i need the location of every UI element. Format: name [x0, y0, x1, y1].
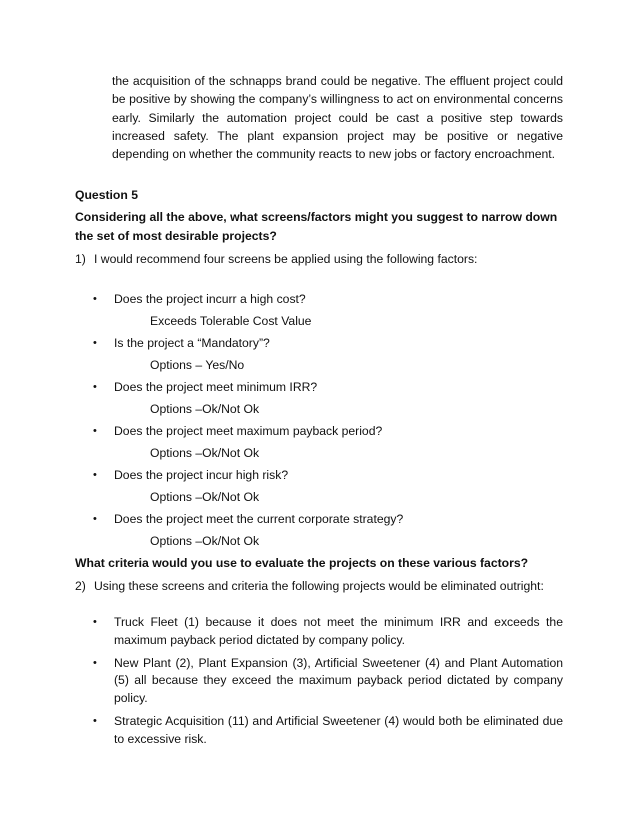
- list-item: [90, 334, 570, 356]
- screen-option: Options –Ok/Not Ok: [150, 490, 260, 504]
- bullet-icon: •: [93, 469, 97, 481]
- screen-question: Is the project a “Mandatory”?: [114, 336, 270, 350]
- list-item: [90, 655, 563, 708]
- answer-2: [75, 579, 544, 593]
- criteria-heading: What criteria would you use to evaluate the projects on these various factors?: [75, 556, 529, 570]
- eliminated-item-text: Truck Fleet (1) because it does not meet the minimum IRR and exceeds the maximum payback period dictated by company policy.: [114, 615, 563, 647]
- bullet-icon: •: [93, 381, 97, 393]
- intro-paragraph: the acquisition of the schnapps brand could be negative. The effluent project could be positive by showing the company’s willingness to act on environmental concerns early. Similarly the automation project could be cast a positive step towards increased safety. The plant expansion project may be positive or negative depending on whether the community reacts to new jobs or factory encroachment.: [112, 74, 563, 162]
- screen-option: Options –Ok/Not Ok: [150, 534, 260, 548]
- screen-option: Options –Ok/Not Ok: [150, 446, 260, 460]
- bullet-icon: •: [93, 513, 97, 525]
- question-label: Question 5: [75, 188, 138, 202]
- list-item-detail: [90, 444, 570, 466]
- eliminated-list: [90, 614, 563, 754]
- list-item: [90, 510, 570, 532]
- eliminated-item-text: Strategic Acquisition (11) and Artificial Sweetener (4) would both be eliminated due to excessive risk.: [114, 713, 563, 746]
- list-item-detail: [90, 400, 570, 422]
- answer-1-number: 1): [75, 252, 86, 266]
- list-item-detail: [90, 356, 570, 378]
- answer-1: [75, 252, 477, 266]
- screen-option: Options – Yes/No: [150, 358, 245, 372]
- screens-list: [90, 290, 570, 554]
- list-item: [90, 713, 563, 749]
- list-item: [90, 290, 570, 312]
- bullet-icon: •: [93, 656, 97, 669]
- bullet-icon: •: [93, 714, 97, 727]
- answer-2-number: 2): [75, 579, 86, 593]
- answer-1-text: I would recommend four screens be applied using the following factors:: [94, 252, 478, 266]
- list-item-detail: [90, 532, 570, 554]
- screen-question: Does the project meet maximum payback period?: [114, 424, 383, 438]
- list-item: [90, 378, 570, 400]
- list-item-detail: [90, 488, 570, 510]
- list-item: [90, 614, 563, 650]
- bullet-icon: •: [93, 616, 97, 628]
- list-item-detail: [90, 312, 570, 334]
- bullet-icon: •: [93, 293, 97, 305]
- bullet-icon: •: [93, 337, 97, 349]
- list-item: [90, 466, 570, 488]
- screen-question: Does the project incurr a high cost?: [114, 292, 306, 306]
- screen-question: Does the project incur high risk?: [114, 468, 289, 482]
- screen-option: Options –Ok/Not Ok: [150, 402, 260, 416]
- bullet-icon: •: [93, 425, 97, 437]
- eliminated-item-text: New Plant (2), Plant Expansion (3), Artificial Sweetener (4) and Plant Automation (5) all because they exceed the maximum payback period dictated by company policy.: [114, 655, 563, 706]
- answer-2-text: Using these screens and criteria the following projects would be eliminated outright:: [94, 579, 544, 593]
- screen-question: Does the project meet minimum IRR?: [114, 380, 318, 394]
- screen-question: Does the project meet the current corporate strategy?: [114, 512, 404, 526]
- question-text: Considering all the above, what screens/factors might you suggest to narrow down the set of most desirable projects?: [75, 210, 558, 243]
- screen-option: Exceeds Tolerable Cost Value: [150, 314, 312, 328]
- list-item: [90, 422, 570, 444]
